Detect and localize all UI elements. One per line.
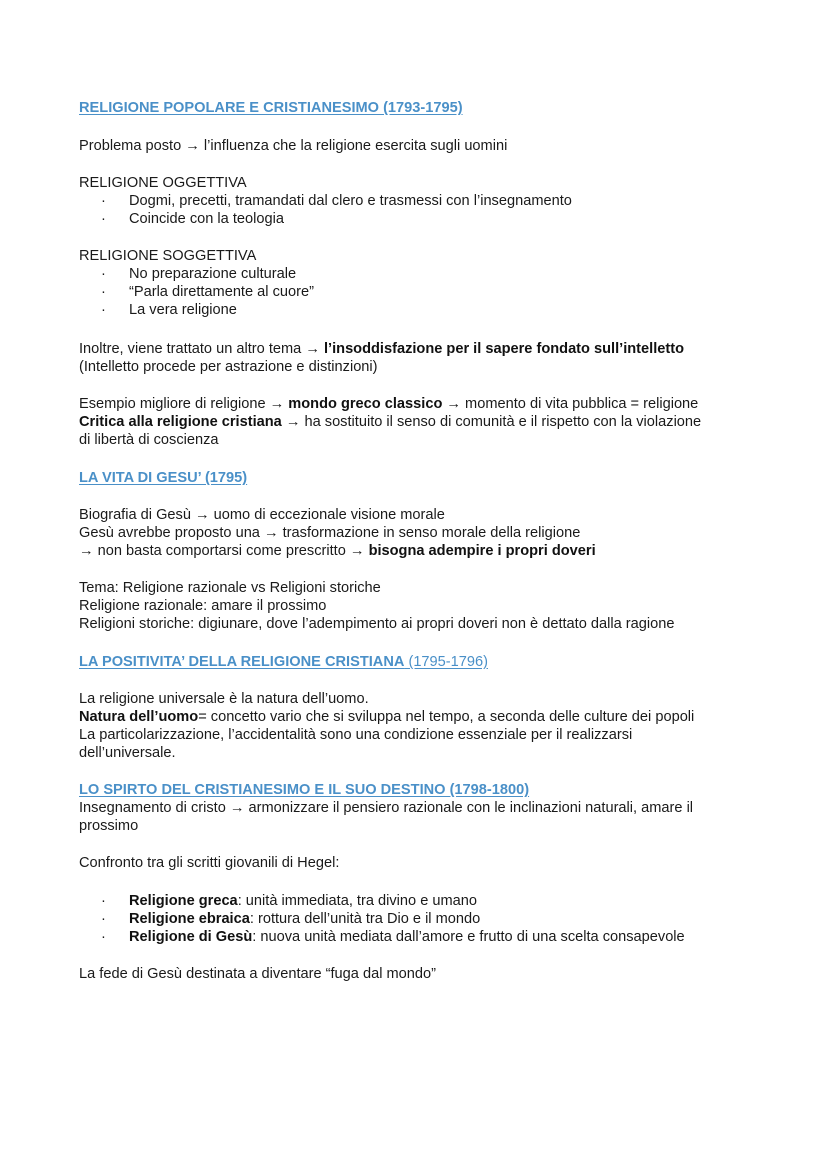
natura-line: Natura dell’uomo= concetto vario che si sviluppa nel tempo, a seconda delle culture dei popoli [79,709,695,725]
bullet-icon: · [101,911,106,927]
section-heading-religione-popolare: RELIGIONE POPOLARE E CRISTIANESIMO (1793-1795) [79,100,463,116]
biografia-line: Biografia di Gesù → uomo di eccezionale visione morale [79,507,445,523]
confronto-line: Confronto tra gli scritti giovanili di Hegel: [79,855,340,871]
inoltre-line: Inoltre, viene trattato un altro tema → l’insoddisfazione per il sapere fondato sull’intelletto [79,341,685,357]
religione-soggettiva-title: RELIGIONE SOGGETTIVA [79,248,257,264]
tema-line: Tema: Religione razionale vs Religioni storiche [79,580,381,596]
problem-line: Problema posto → l’influenza che la religione esercita sugli uomini [79,138,508,154]
insegnamento-line: Insegnamento di cristo → armonizzare il pensiero razionale con le inclinazioni naturali, amare il [79,800,694,816]
bullet-icon: · [101,893,106,909]
fede-line: La fede di Gesù destinata a diventare “fuga dal mondo” [79,966,436,982]
religione-oggettiva-title: RELIGIONE OGGETTIVA [79,175,247,191]
section-heading-vita-di-gesu: LA VITA DI GESU’ (1795) [79,470,248,486]
razionale-line: Religione razionale: amare il prossimo [79,598,327,614]
esempio-line: Esempio migliore di religione → mondo greco classico → momento di vita pubblica = religione [79,396,699,412]
bullet-icon: · [101,193,106,209]
particolarizzazione-cont-line: dell’universale. [79,745,176,761]
bullet-icon: · [101,211,106,227]
doveri-line: → non basta comportarsi come prescritto → bisogna adempire i propri doveri [79,543,596,559]
insegnamento-cont-line: prossimo [79,818,139,834]
intelletto-line: (Intelletto procede per astrazione e distinzioni) [79,359,378,375]
bullet-icon: · [101,266,106,282]
universale-line: La religione universale è la natura dell’uomo. [79,691,369,707]
critica-line: Critica alla religione cristiana → ha sostituito il senso di comunità e il rispetto con la violazione [79,414,702,430]
particolarizzazione-line: La particolarizzazione, l’accidentalità sono una condizione essenziale per il realizzarsi [79,727,633,743]
bullet-icon: · [101,929,106,945]
section-heading-spirito: LO SPIRTO DEL CRISTIANESIMO E IL SUO DESTINO (1798-1800) [79,782,530,798]
bullet-icon: · [101,302,106,318]
storiche-line: Religioni storiche: digiunare, dove l’adempimento ai propri doveri non è dettato dalla ragione [79,616,675,632]
bullet-icon: · [101,284,106,300]
section-heading-positivita: LA POSITIVITA’ DELLA RELIGIONE CRISTIANA (1795-1796) [79,654,488,670]
critica-cont-line: di libertà di coscienza [79,432,219,448]
trasformazione-line: Gesù avrebbe proposto una → trasformazione in senso morale della religione [79,525,581,541]
